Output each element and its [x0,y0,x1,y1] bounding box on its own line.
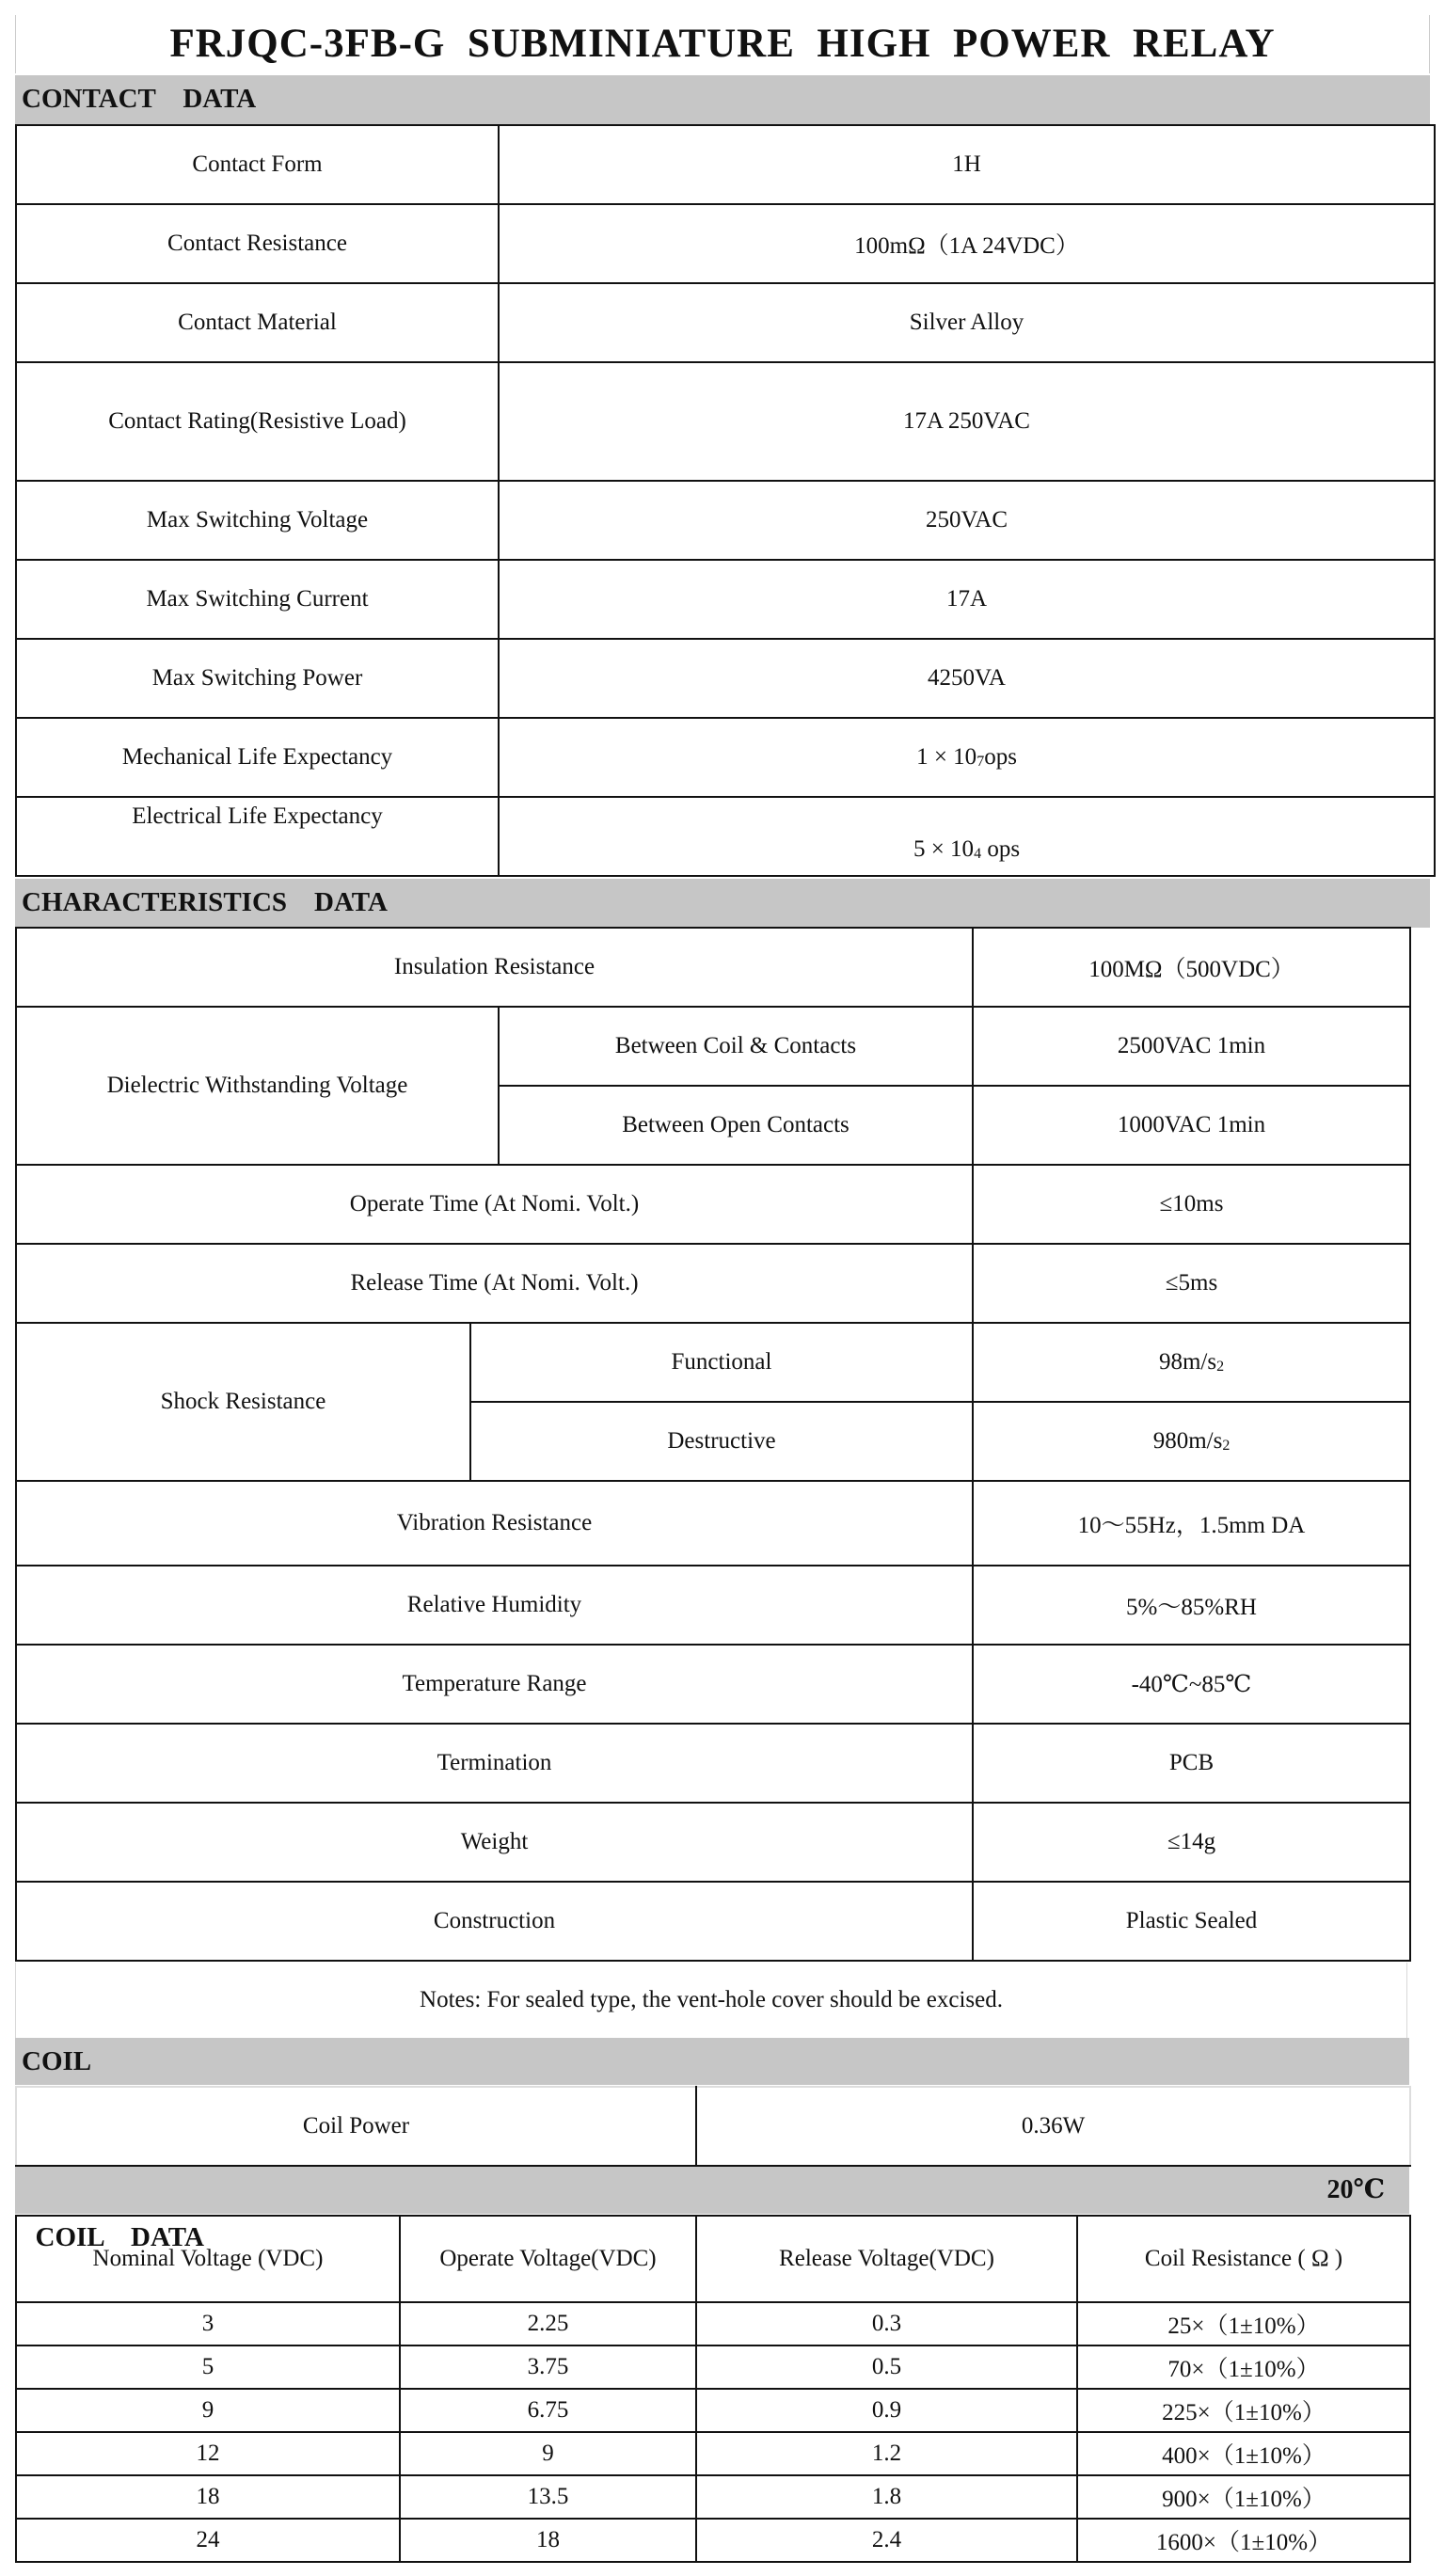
max-switching-power-label: Max Switching Power [16,639,499,718]
table-header-row [16,2216,1410,2302]
coil-heading: COIL [15,2038,1409,2085]
termination-value: PCB [973,1724,1410,1803]
table-cell: 1.2 [696,2432,1077,2475]
contact-material-label: Contact Material [16,283,499,362]
between-coil-contacts-label: Between Coil & Contacts [499,1007,973,1086]
weight-label: Weight [16,1803,973,1882]
table-row [16,1803,1410,1882]
table-row [16,283,1435,362]
table-cell: 0.9 [696,2389,1077,2432]
table-cell: 13.5 [400,2475,696,2519]
operate-time-value: ≤10ms [973,1165,1410,1244]
mechanical-life-label: Mechanical Life Expectancy [16,718,499,797]
relative-humidity-value: 5%～85%RH [973,1566,1410,1645]
max-switching-voltage-value: 250VAC [499,481,1435,560]
contact-rating-label: Contact Rating(Resistive Load) [16,362,499,481]
page-title: FRJQC-3FB-G SUBMINIATURE HIGH POWER RELAY [15,15,1430,73]
shock-destructive-value [973,1402,1410,1481]
table-row [16,797,1435,876]
max-switching-power-value: 4250VA [499,639,1435,718]
electrical-life-unit: ops [981,836,1021,862]
release-time-label: Release Time (At Nomi. Volt.) [16,1244,973,1323]
table-row [16,1244,1410,1323]
table-row [16,2519,1410,2562]
table-row [16,125,1435,204]
table-row [16,2302,1410,2345]
vibration-resistance-label: Vibration Resistance [16,1481,973,1566]
coil-data-heading [15,2167,1409,2252]
insulation-resistance-value: 100MΩ（500VDC） [973,928,1410,1007]
mechanical-life-base: 1 × 10 [916,744,977,770]
characteristics-table-shock [15,1322,1411,1482]
table-row [16,2389,1410,2432]
characteristics-table-bottom [15,1480,1411,1962]
table-row [16,2475,1410,2519]
max-switching-voltage-label: Max Switching Voltage [16,481,499,560]
table-cell: 1.8 [696,2475,1077,2519]
table-cell: 225×（1±10%） [1077,2389,1410,2432]
characteristics-data-heading: CHARACTERISTICS DATA [15,879,1430,928]
construction-value: Plastic Sealed [973,1882,1410,1961]
shock-functional-exponent: 2 [1216,1359,1225,1375]
table-row [16,1007,1410,1086]
operate-time-label: Operate Time (At Nomi. Volt.) [16,1165,973,1244]
column-header-release-voltage: Release Voltage(VDC) [696,2216,1077,2302]
table-cell: 900×（1±10%） [1077,2475,1410,2519]
vibration-resistance-value: 10～55Hz，1.5mm DA [973,1481,1410,1566]
coil-data-title: COIL DATA [35,2222,204,2252]
shock-functional-base: 98m/s [1158,1349,1217,1375]
table-row [16,1566,1410,1645]
coil-data-table [15,2215,1411,2563]
between-open-contacts-label: Between Open Contacts [499,1086,973,1165]
table-row [16,1323,1410,1402]
shock-destructive-label: Destructive [470,1402,973,1481]
shock-destructive-base: 980m/s [1152,1428,1223,1454]
table-cell: 12 [16,2432,400,2475]
column-header-operate-voltage: Operate Voltage(VDC) [400,2216,696,2302]
table-cell: 5 [16,2345,400,2389]
max-switching-current-label: Max Switching Current [16,560,499,639]
table-cell: 70×（1±10%） [1077,2345,1410,2389]
electrical-life-label: Electrical Life Expectancy [16,797,499,876]
mechanical-life-unit: ops [984,744,1017,770]
dielectric-voltage-label: Dielectric Withstanding Voltage [16,1007,499,1165]
column-header-nominal-voltage: Nominal Voltage (VDC) [16,2216,400,2302]
contact-form-value: 1H [499,125,1435,204]
shock-functional-label: Functional [470,1323,973,1402]
between-coil-contacts-value: 2500VAC 1min [973,1007,1410,1086]
temperature-range-value: -40℃~85℃ [973,1645,1410,1724]
electrical-life-value [499,797,1435,876]
coil-power-table [15,2086,1411,2167]
max-switching-current-value: 17A [499,560,1435,639]
table-row [16,204,1435,283]
table-cell: 18 [16,2475,400,2519]
electrical-life-base: 5 × 10 [913,836,975,862]
mechanical-life-value [499,718,1435,797]
notes-text: Notes: For sealed type, the vent-hole cover should be excised. [15,1963,1407,2038]
characteristics-table-top [15,927,1411,1324]
insulation-resistance-label: Insulation Resistance [16,928,973,1007]
shock-functional-value [973,1323,1410,1402]
table-row [16,639,1435,718]
table-cell: 24 [16,2519,400,2562]
table-cell: 0.5 [696,2345,1077,2389]
termination-label: Termination [16,1724,973,1803]
contact-resistance-label: Contact Resistance [16,204,499,283]
contact-rating-value: 17A 250VAC [499,362,1435,481]
coil-data-temperature: 20℃ [1326,2175,1385,2204]
table-row [16,928,1410,1007]
table-row [16,560,1435,639]
table-cell: 25×（1±10%） [1077,2302,1410,2345]
contact-data-table [15,124,1436,877]
table-cell: 0.3 [696,2302,1077,2345]
contact-material-value: Silver Alloy [499,283,1435,362]
between-open-contacts-value: 1000VAC 1min [973,1086,1410,1165]
table-cell: 3.75 [400,2345,696,2389]
release-time-value: ≤5ms [973,1244,1410,1323]
relative-humidity-label: Relative Humidity [16,1566,973,1645]
table-row [16,1481,1410,1566]
table-row [16,362,1435,481]
table-cell: 9 [16,2389,400,2432]
temperature-range-label: Temperature Range [16,1645,973,1724]
coil-power-label: Coil Power [16,2087,696,2166]
electrical-life-exponent: 4 [974,846,982,862]
table-cell: 18 [400,2519,696,2562]
table-row [16,1882,1410,1961]
shock-destructive-exponent: 2 [1222,1438,1231,1454]
column-header-coil-resistance: Coil Resistance ( Ω ) [1077,2216,1410,2302]
table-cell: 9 [400,2432,696,2475]
table-row [16,718,1435,797]
table-row [16,1165,1410,1244]
table-row [16,481,1435,560]
mechanical-life-exponent: 7 [977,754,985,770]
table-cell: 2.4 [696,2519,1077,2562]
shock-resistance-label: Shock Resistance [16,1323,470,1481]
construction-label: Construction [16,1882,973,1961]
table-cell: 3 [16,2302,400,2345]
table-cell: 1600×（1±10%） [1077,2519,1410,2562]
contact-resistance-value: 100mΩ（1A 24VDC） [499,204,1435,283]
table-cell: 2.25 [400,2302,696,2345]
table-row [16,2432,1410,2475]
table-row [16,1645,1410,1724]
coil-power-value: 0.36W [696,2087,1410,2166]
table-cell: 400×（1±10%） [1077,2432,1410,2475]
table-row [16,1724,1410,1803]
table-row [16,2087,1410,2166]
table-row [16,2345,1410,2389]
weight-value: ≤14g [973,1803,1410,1882]
table-cell: 6.75 [400,2389,696,2432]
contact-form-label: Contact Form [16,125,499,204]
contact-data-heading: CONTACT DATA [15,75,1430,124]
